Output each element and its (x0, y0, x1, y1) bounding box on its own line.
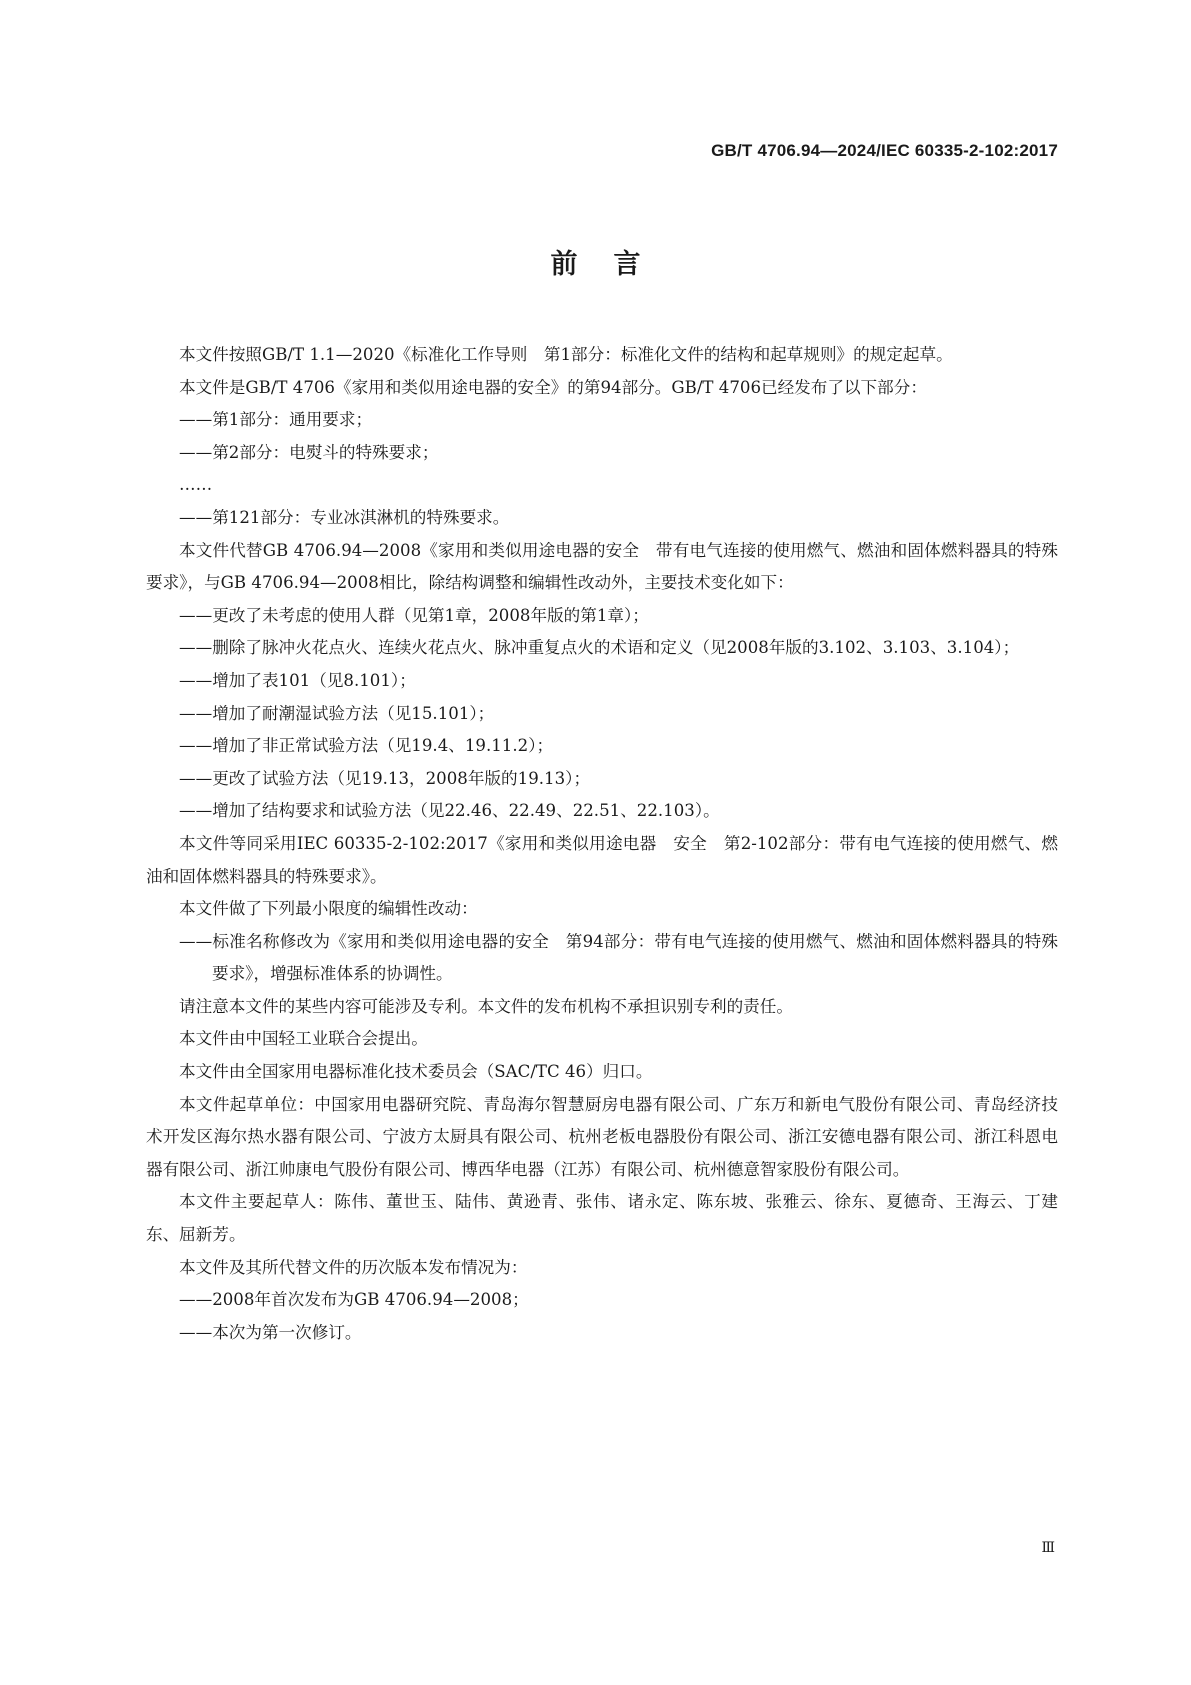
paragraph: 本文件等同采用IEC 60335-2-102:2017《家用和类似用途电器 安全 第2-102部分：带有电气连接的使用燃气、燃油和固体燃料器具的特殊要求》。 (146, 833, 1058, 886)
list-item: ——增加了非正常试验方法（见19.4、19.11.2）； (179, 736, 554, 756)
paragraph: 本文件及其所代替文件的历次版本发布情况为： (179, 1257, 528, 1277)
list-item: ——2008年首次发布为GB 4706.94—2008； (179, 1290, 529, 1310)
page-number: Ⅲ (1041, 1540, 1055, 1556)
paragraph: 请注意本文件的某些内容可能涉及专利。本文件的发布机构不承担识别专利的责任。 (179, 996, 793, 1016)
list-item: ——增加了结构要求和试验方法（见22.46、22.49、22.51、22.103）。 (179, 801, 720, 821)
list-item: ——更改了试验方法（见19.13，2008年版的19.13）； (179, 768, 591, 788)
paragraph: 本文件由中国轻工业联合会提出。 (179, 1029, 428, 1049)
paragraph: 本文件起草单位：中国家用电器研究院、青岛海尔智慧厨房电器有限公司、广东万和新电气股份有限公司、青岛经济技术开发区海尔热水器有限公司、宁波方太厨具有限公司、杭州老板电器股份有限公司、浙江安德电器有限公司、浙江科恩电器有限公司、浙江帅康电气股份有限公司、博西华电器（江苏）有限公司、杭州德意智家股份有限公司。 (146, 1094, 1058, 1179)
paragraph: 本文件主要起草人：陈伟、董世玉、陆伟、黄逊青、张伟、诸永定、陈东坡、张雅云、徐东、夏德奇、王海云、丁建东、屈新芳。 (146, 1192, 1058, 1245)
list-item: ——标准名称修改为《家用和类似用途电器的安全 第94部分：带有电气连接的使用燃气、燃油和固体燃料器具的特殊要求》，增强标准体系的协调性。 (179, 931, 1058, 984)
list-item: ——更改了未考虑的使用人群（见第1章，2008年版的第1章）； (179, 605, 649, 625)
list-item: ——删除了脉冲火花点火、连续火花点火、脉冲重复点火的术语和定义（见2008年版的3.102、3.103、3.104）； (179, 638, 1020, 658)
list-item: ——第1部分：通用要求； (179, 410, 373, 430)
ellipsis: …… (179, 475, 213, 495)
paragraph: 本文件是GB/T 4706《家用和类似用途电器的安全》的第94部分。GB/T 4706已经发布了以下部分： (179, 377, 927, 397)
document-body (146, 339, 1058, 1349)
paragraph: 本文件由全国家用电器标准化技术委员会（SAC/TC 46）归口。 (179, 1062, 653, 1082)
list-item: ——本次为第一次修订。 (179, 1322, 362, 1342)
list-item: ——第2部分：电熨斗的特殊要求； (179, 442, 439, 462)
list-item: ——增加了耐潮湿试验方法（见15.101）； (179, 703, 495, 723)
paragraph: 本文件做了下列最小限度的编辑性改动： (179, 899, 478, 919)
list-item: ——增加了表101（见8.101）； (179, 670, 416, 690)
standard-code-header: GB/T 4706.94—2024/IEC 60335-2-102:2017 (711, 141, 1058, 160)
list-item: ——第121部分：专业冰淇淋机的特殊要求。 (179, 507, 510, 527)
paragraph: 本文件代替GB 4706.94—2008《家用和类似用途电器的安全 带有电气连接的使用燃气、燃油和固体燃料器具的特殊要求》，与GB 4706.94—2008相比，除结构调整和编辑性改动外，主要技术变化如下： (146, 540, 1058, 593)
paragraph: 本文件按照GB/T 1.1—2020《标准化工作导则 第1部分：标准化文件的结构和起草规则》的规定起草。 (179, 345, 953, 364)
page-title: 前言 (550, 249, 677, 280)
